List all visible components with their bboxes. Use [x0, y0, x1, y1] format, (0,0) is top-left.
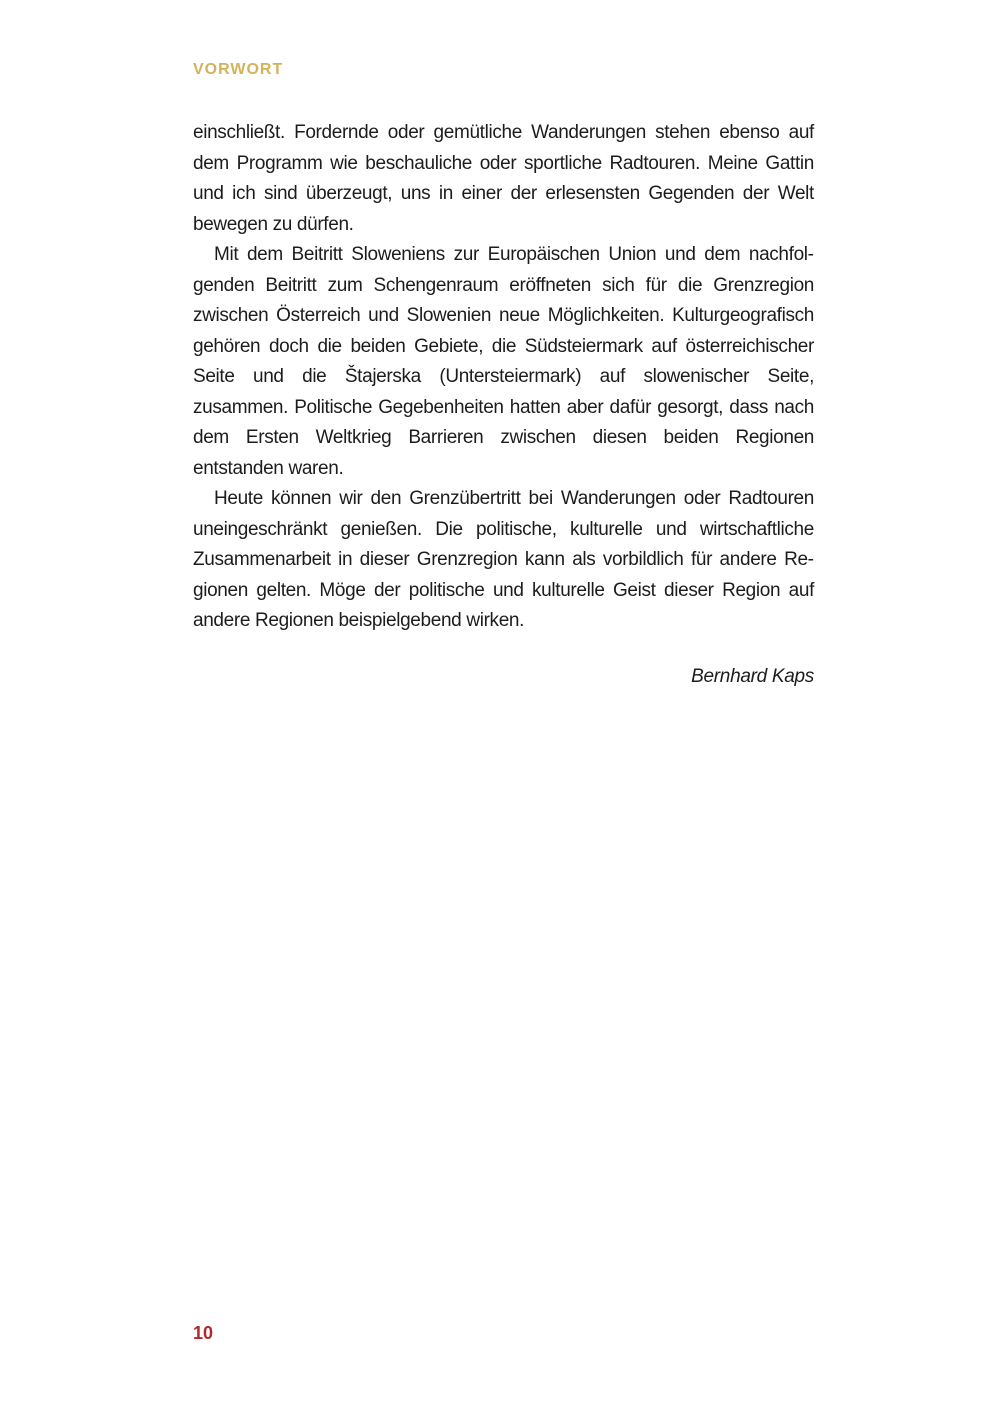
paragraph-2: Mit dem Beitritt Sloweniens zur Europäischen Union und dem nachfolgenden Beitritt zum Schengenraum eröffneten sich für die Grenzregion zwischen Österreich und Slowenien neue Möglichkeiten. Kulturgeografisch gehören doch die beiden Gebiete, die Südsteiermark auf österreichischer Seite und die Štajerska (Untersteiermark) auf slowenischer Seite, zusammen. Politische Gegebenheiten hatten aber dafür gesorgt, dass nach dem Ersten Weltkrieg Barrieren zwischen diesen beiden Regionen entstanden waren. — [193, 244, 814, 479]
foreword-body — [193, 118, 814, 637]
running-title: VORWORT — [193, 61, 284, 78]
paragraph-3: Heute können wir den Grenzübertritt bei Wanderungen oder Radtouren uneingeschränkt genießen. Die politische, kulturelle und wirtschaftliche Zusammenarbeit in dieser Grenzregion kann als vorbildlich für andere Regionen gelten. Möge der politische und kulturelle Geist dieser Region auf andere Regionen beispielgebend wirken. — [193, 488, 814, 631]
author-signature: Bernhard Kaps — [691, 666, 814, 687]
paragraph-1: einschließt. Fordernde oder gemütliche Wanderungen stehen ebenso auf dem Programm wie beschauliche oder sportliche Radtouren. Meine Gattin und ich sind überzeugt, uns in einer der erlesensten Gegenden der Welt bewegen zu dürfen. — [193, 122, 814, 235]
page-number: 10 — [193, 1323, 214, 1343]
